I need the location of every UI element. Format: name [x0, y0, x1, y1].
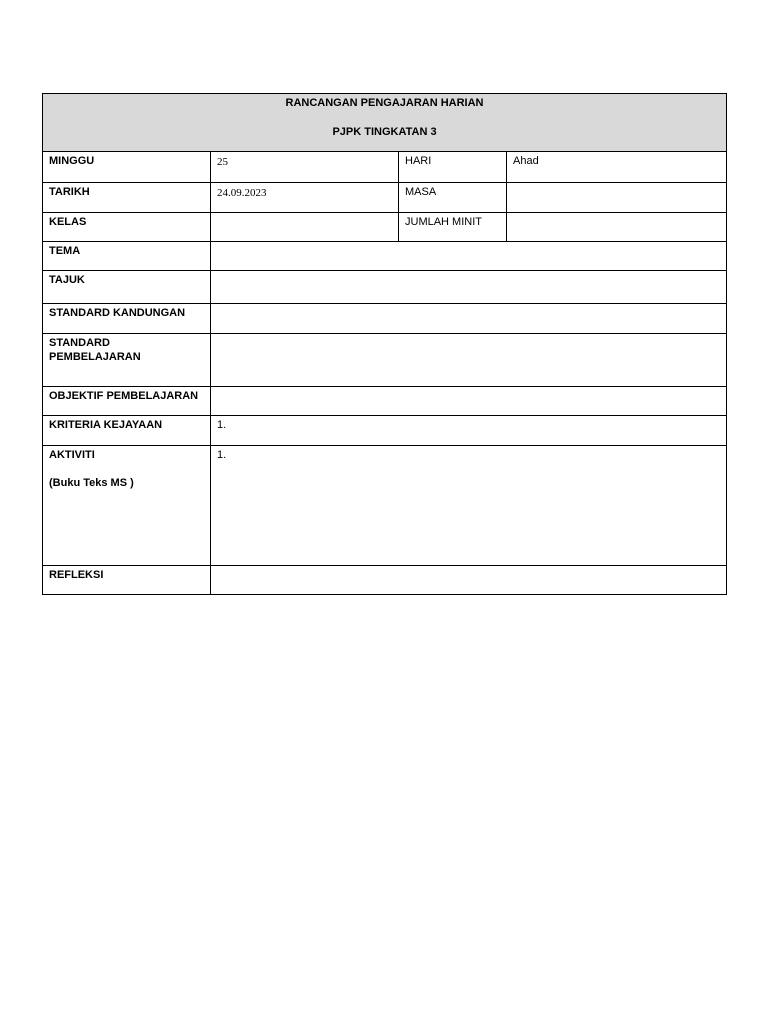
lesson-plan-table [42, 93, 727, 595]
refleksi-value[interactable] [211, 566, 727, 595]
aktiviti-label-cell [43, 446, 211, 566]
objektif-value[interactable] [211, 387, 727, 416]
kelas-label: KELAS [43, 213, 211, 242]
row-tajuk [43, 271, 727, 304]
row-objektif [43, 387, 727, 416]
header-cell [43, 94, 727, 152]
row-minggu [43, 152, 727, 183]
row-kriteria [43, 416, 727, 446]
standard-kandungan-value[interactable] [211, 304, 727, 334]
row-tema [43, 242, 727, 271]
standard-pembelajaran-label: STANDARD PEMBELAJARAN [43, 334, 211, 387]
row-aktiviti [43, 446, 727, 566]
row-tarikh [43, 183, 727, 213]
hari-value[interactable]: Ahad [507, 152, 727, 183]
kelas-value[interactable] [211, 213, 399, 242]
masa-label: MASA [399, 183, 507, 213]
refleksi-label: REFLEKSI [43, 566, 211, 595]
tarikh-label: TARIKH [43, 183, 211, 213]
masa-value[interactable] [507, 183, 727, 213]
tema-label: TEMA [43, 242, 211, 271]
tajuk-value[interactable] [211, 271, 727, 304]
jumlah-minit-value[interactable] [507, 213, 727, 242]
row-kelas [43, 213, 727, 242]
minggu-value[interactable]: 25 [211, 152, 399, 183]
aktiviti-sublabel: (Buku Teks MS ) [49, 477, 134, 489]
aktiviti-value[interactable]: 1. [211, 446, 727, 566]
row-refleksi [43, 566, 727, 595]
kriteria-label: KRITERIA KEJAYAAN [43, 416, 211, 446]
aktiviti-label: AKTIVITI [49, 449, 95, 461]
minggu-label: MINGGU [43, 152, 211, 183]
document-title: RANCANGAN PENGAJARAN HARIAN [285, 97, 484, 109]
objektif-label: OBJEKTIF PEMBELAJARAN [43, 387, 211, 416]
header-row [43, 94, 727, 152]
document-subtitle: PJPK TINGKATAN 3 [332, 126, 437, 138]
standard-pembelajaran-value[interactable] [211, 334, 727, 387]
jumlah-minit-label: JUMLAH MINIT [399, 213, 507, 242]
hari-label: HARI [399, 152, 507, 183]
tajuk-label: TAJUK [43, 271, 211, 304]
row-standard-kandungan [43, 304, 727, 334]
tarikh-value[interactable]: 24.09.2023 [211, 183, 399, 213]
tema-value[interactable] [211, 242, 727, 271]
row-standard-pembelajaran [43, 334, 727, 387]
standard-kandungan-label: STANDARD KANDUNGAN [43, 304, 211, 334]
kriteria-value[interactable]: 1. [211, 416, 727, 446]
